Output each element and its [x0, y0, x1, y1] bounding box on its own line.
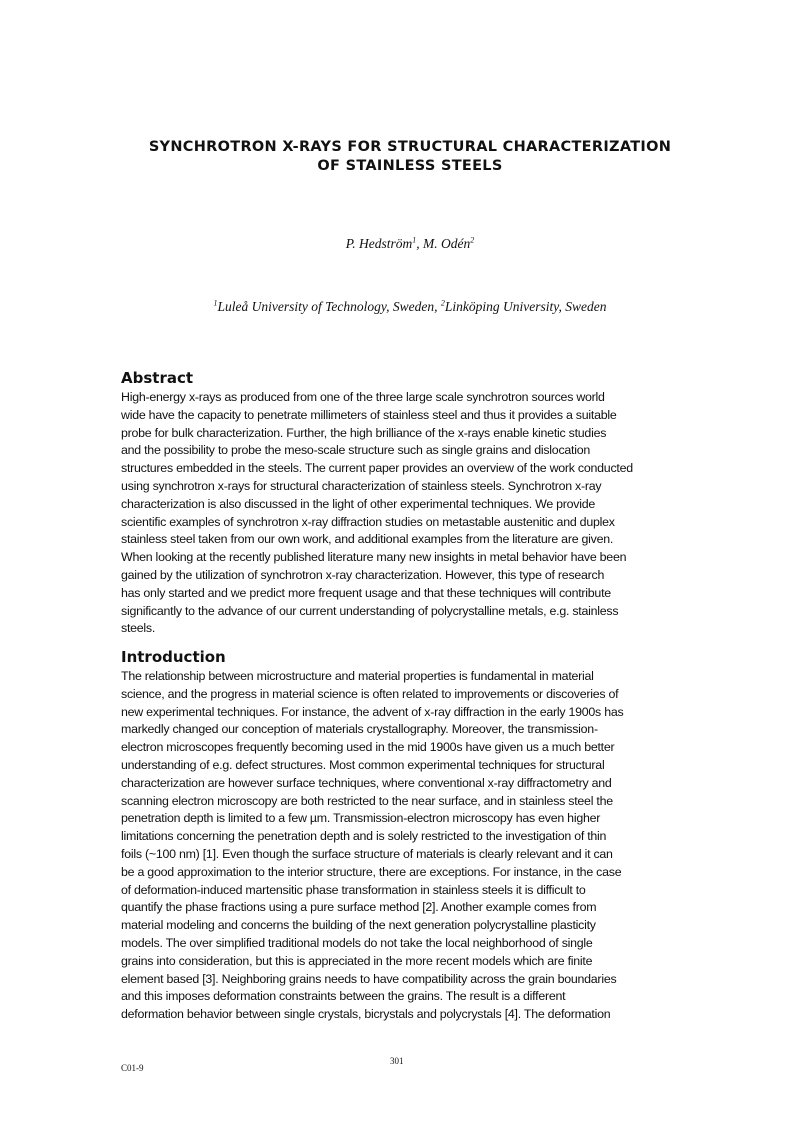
introduction-line: quantify the phase fractions using a pure surface method [2]. Another example comes from	[121, 900, 597, 915]
introduction-line: models. The over simplified traditional models do not take the local neighborhood of single	[121, 935, 593, 950]
author-1: P. Hedström	[345, 236, 413, 251]
abstract-heading: Abstract	[121, 369, 194, 387]
introduction-line: element based [3]. Neighboring grains needs to have compatibility across the grain boundaries	[121, 971, 617, 986]
abstract-line: steels.	[121, 621, 156, 636]
introduction-line: deformation behavior between single crystals, bicrystals and polycrystals [4]. The deformation	[121, 1007, 611, 1022]
introduction-line: penetration depth is limited to a few µm. Transmission-electron microscopy has even higher	[121, 811, 601, 826]
author-2-affiliation-mark: 2	[470, 235, 475, 245]
abstract-line: structures embedded in the steels. The current paper provides an overview of the work conducted	[121, 461, 633, 476]
introduction-line: understanding of e.g. defect structures. Most common experimental techniques for structural	[121, 757, 605, 772]
abstract-line: probe for bulk characterization. Further, the high brilliance of the x-rays enable kinetic studies	[121, 425, 607, 440]
introduction-line: be a good approximation to the interior structure, there are exceptions. For instance, in the case	[121, 864, 622, 879]
abstract-line: stainless steel taken from our own work, and additional examples from the literature are given.	[121, 532, 614, 547]
introduction-line: characterization are however surface techniques, where conventional x-ray diffractometry and	[121, 775, 612, 790]
title-line-1: SYNCHROTRON X-RAYS FOR STRUCTURAL CHARACTERIZATION	[148, 139, 672, 155]
abstract-body	[121, 389, 691, 638]
abstract-line: scientific examples of synchrotron x-ray diffraction studies on metastable austenitic and duplex	[121, 514, 615, 529]
abstract-line: and the possibility to probe the meso-scale structure such as single grains and dislocation	[121, 443, 591, 458]
abstract-line: characterization is also discussed in the light of other experimental techniques. We provide	[121, 496, 596, 511]
author-separator: ,	[416, 236, 423, 251]
title-line-2: OF STAINLESS STEELS	[317, 158, 503, 174]
introduction-line: electron microscopes frequently becoming used in the mid 1900s have given us a much better	[121, 740, 615, 755]
page-number: 301	[390, 1056, 404, 1066]
abstract-line: has only started and we predict more frequent usage and that these techniques will contribute	[121, 585, 611, 600]
introduction-line: material modeling and concerns the building of the next generation polycrystalline plasticity	[121, 918, 596, 933]
introduction-line: and this imposes deformation constraints between the grains. The result is a different	[121, 989, 566, 1004]
affiliation-2-mark: 2	[440, 298, 445, 308]
introduction-body	[121, 668, 691, 1024]
footer-paper-code: C01-9	[121, 1063, 144, 1073]
introduction-line: The relationship between microstructure and material properties is fundamental in material	[121, 669, 594, 683]
introduction-line: grains into consideration, but this is appreciated in the more recent models which are finite	[121, 953, 593, 968]
abstract-line: When looking at the recently published literature many new insights in metal behavior have been	[121, 550, 627, 565]
author-list	[100, 236, 720, 252]
introduction-line: markedly changed our conception of materials crystallography. Moreover, the transmission-	[121, 722, 598, 737]
introduction-line: science, and the progress in material science is often related to improvements or discoveries of	[121, 686, 619, 701]
affiliation-2: Linköping University, Sweden	[444, 299, 607, 314]
paper-title	[100, 138, 720, 176]
affiliation-1: Luleå University of Technology, Sweden,	[217, 299, 441, 314]
affiliation-1-mark: 1	[213, 298, 218, 308]
abstract-line: gained by the utilization of synchrotron x-ray characterization. However, this type of research	[121, 567, 605, 582]
author-1-affiliation-mark: 1	[412, 235, 417, 245]
abstract-line: High-energy x-rays as produced from one of the three large scale synchrotron sources world	[121, 390, 605, 404]
introduction-line: new experimental techniques. For instance, the advent of x-ray diffraction in the early 1900s has	[121, 704, 624, 719]
introduction-heading: Introduction	[121, 648, 226, 666]
introduction-line: of deformation-induced martensitic phase transformation in stainless steels it is difficult to	[121, 882, 586, 897]
abstract-line: using synchrotron x-rays for structural characterization of stainless steels. Synchrotron x-ray	[121, 478, 602, 493]
introduction-line: scanning electron microscopy are both restricted to the near surface, and in stainless steel the	[121, 793, 613, 808]
introduction-line: limitations concerning the penetration depth and is solely restricted to the investigation of thin	[121, 829, 607, 844]
abstract-line: wide have the capacity to penetrate millimeters of stainless steel and thus it provides a suitable	[121, 407, 617, 422]
affiliation-list	[100, 299, 720, 315]
author-2: M. Odén	[423, 236, 471, 251]
abstract-line: significantly to the advance of our current understanding of polycrystalline metals, e.g. stainless	[121, 603, 619, 618]
introduction-line: foils (~100 nm) [1]. Even though the surface structure of materials is clearly relevant and it can	[121, 846, 613, 861]
